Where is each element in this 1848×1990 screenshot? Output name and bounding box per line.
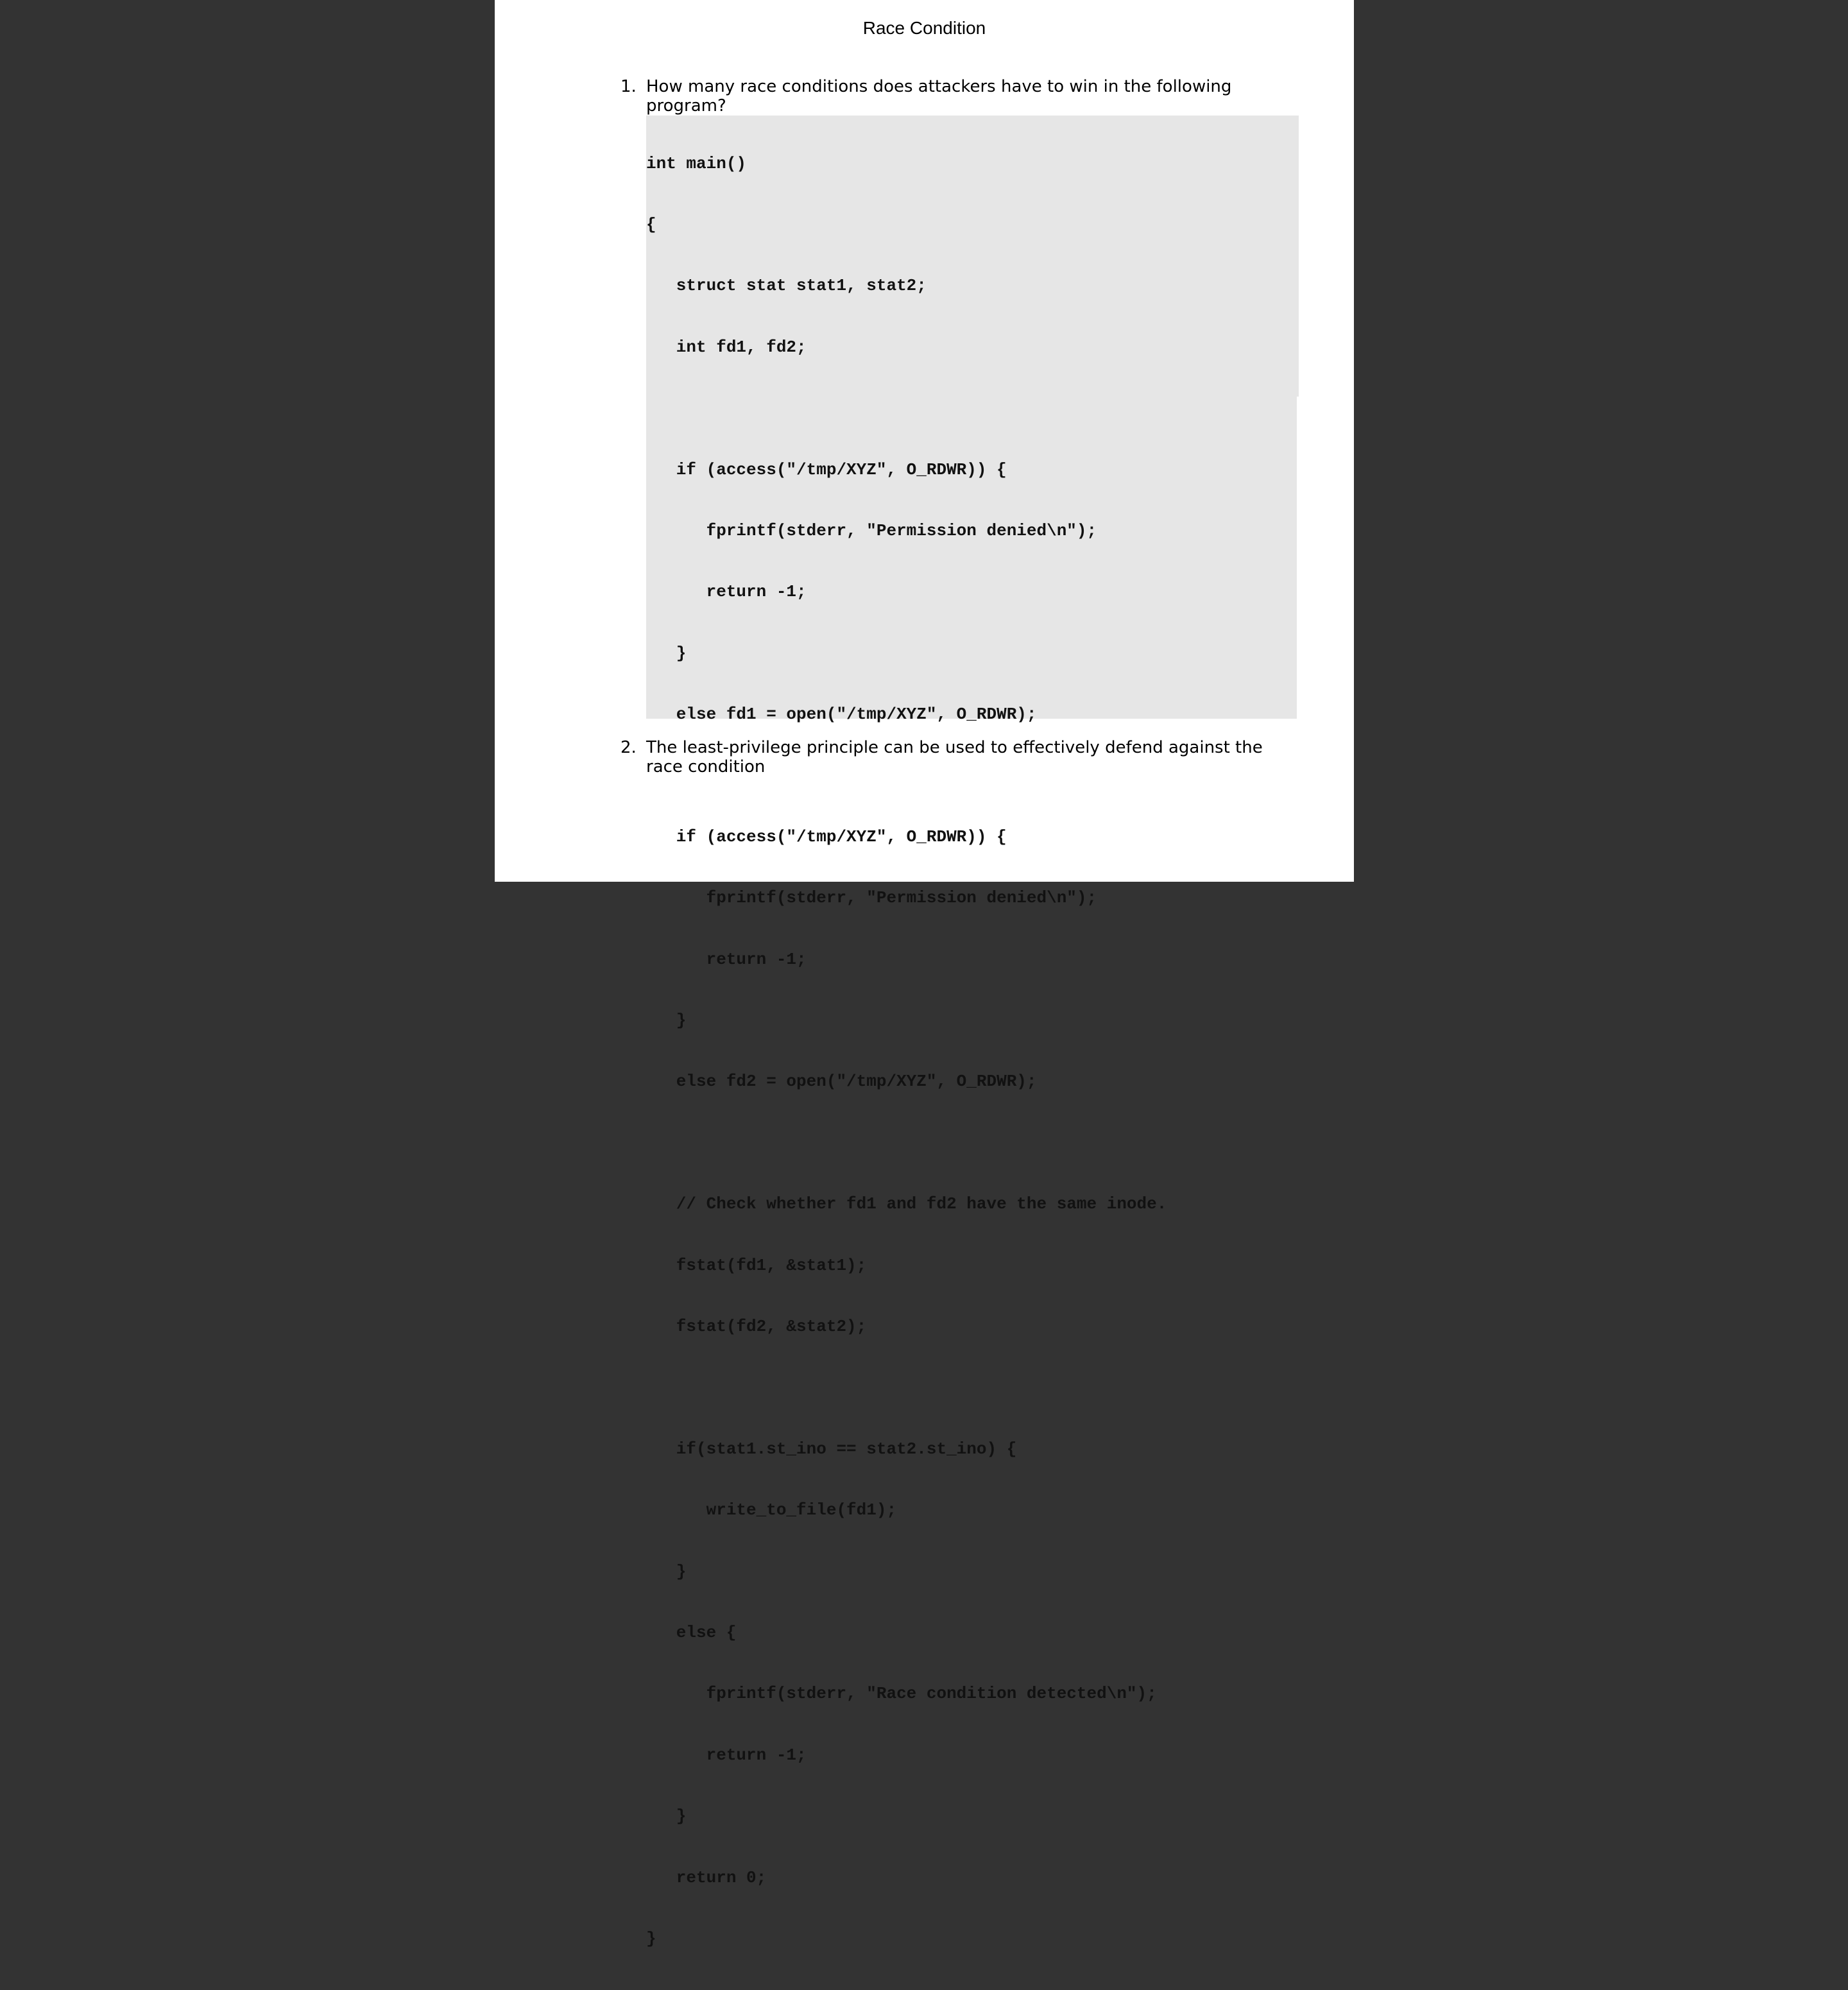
code-line: int fd1, fd2; [646, 337, 807, 357]
code-line: fprintf(stderr, "Race condition detected\n"); [646, 1684, 1157, 1704]
code-line: return -1; [646, 1745, 807, 1765]
code-line: { [646, 214, 656, 234]
document-page [495, 0, 1354, 1948]
code-line: return 0; [646, 1867, 767, 1887]
code-line: } [646, 1928, 656, 1948]
code-line: // Check whether fd1 and fd2 have the same inode. [646, 1194, 1167, 1214]
code-line: if (access("/tmp/XYZ", O_RDWR)) { [646, 459, 1007, 479]
code-line: fstat(fd2, &stat2); [646, 1317, 867, 1337]
code-line: int main() [646, 153, 747, 173]
question-1-text: How many race conditions does attackers have to win in the following program? [646, 77, 1232, 116]
document-title: Race Condition [862, 18, 986, 38]
code-block [646, 113, 1167, 1990]
code-line [646, 1133, 1167, 1154]
code-line: return -1; [646, 582, 807, 602]
code-line: fprintf(stderr, "Permission denied\n"); [646, 520, 1097, 540]
code-line: } [646, 1561, 687, 1581]
question-2-number: 2. [620, 738, 637, 757]
code-line: struct stat stat1, stat2; [646, 276, 927, 296]
code-line: return -1; [646, 949, 807, 969]
code-line: write_to_file(fd1); [646, 1500, 897, 1520]
question-1-number: 1. [620, 77, 637, 96]
code-line: } [646, 1806, 687, 1826]
code-line [646, 399, 1167, 419]
code-line: } [646, 1011, 687, 1031]
code-line: fprintf(stderr, "Permission denied\n"); [646, 888, 1097, 908]
code-line [646, 1378, 1167, 1398]
code-line: if (access("/tmp/XYZ", O_RDWR)) { [646, 827, 1007, 846]
code-line: if(stat1.st_ino == stat2.st_ino) { [646, 1439, 1017, 1459]
code-line: else fd1 = open("/tmp/XYZ", O_RDWR); [646, 705, 1037, 725]
question-2-text: The least-privilege principle can be used to effectively defend against the race condition [646, 738, 1263, 776]
code-line: else { [646, 1622, 737, 1642]
code-line: else fd2 = open("/tmp/XYZ", O_RDWR); [646, 1072, 1037, 1092]
code-line: } [646, 643, 687, 663]
code-line: fstat(fd1, &stat1); [646, 1255, 867, 1275]
